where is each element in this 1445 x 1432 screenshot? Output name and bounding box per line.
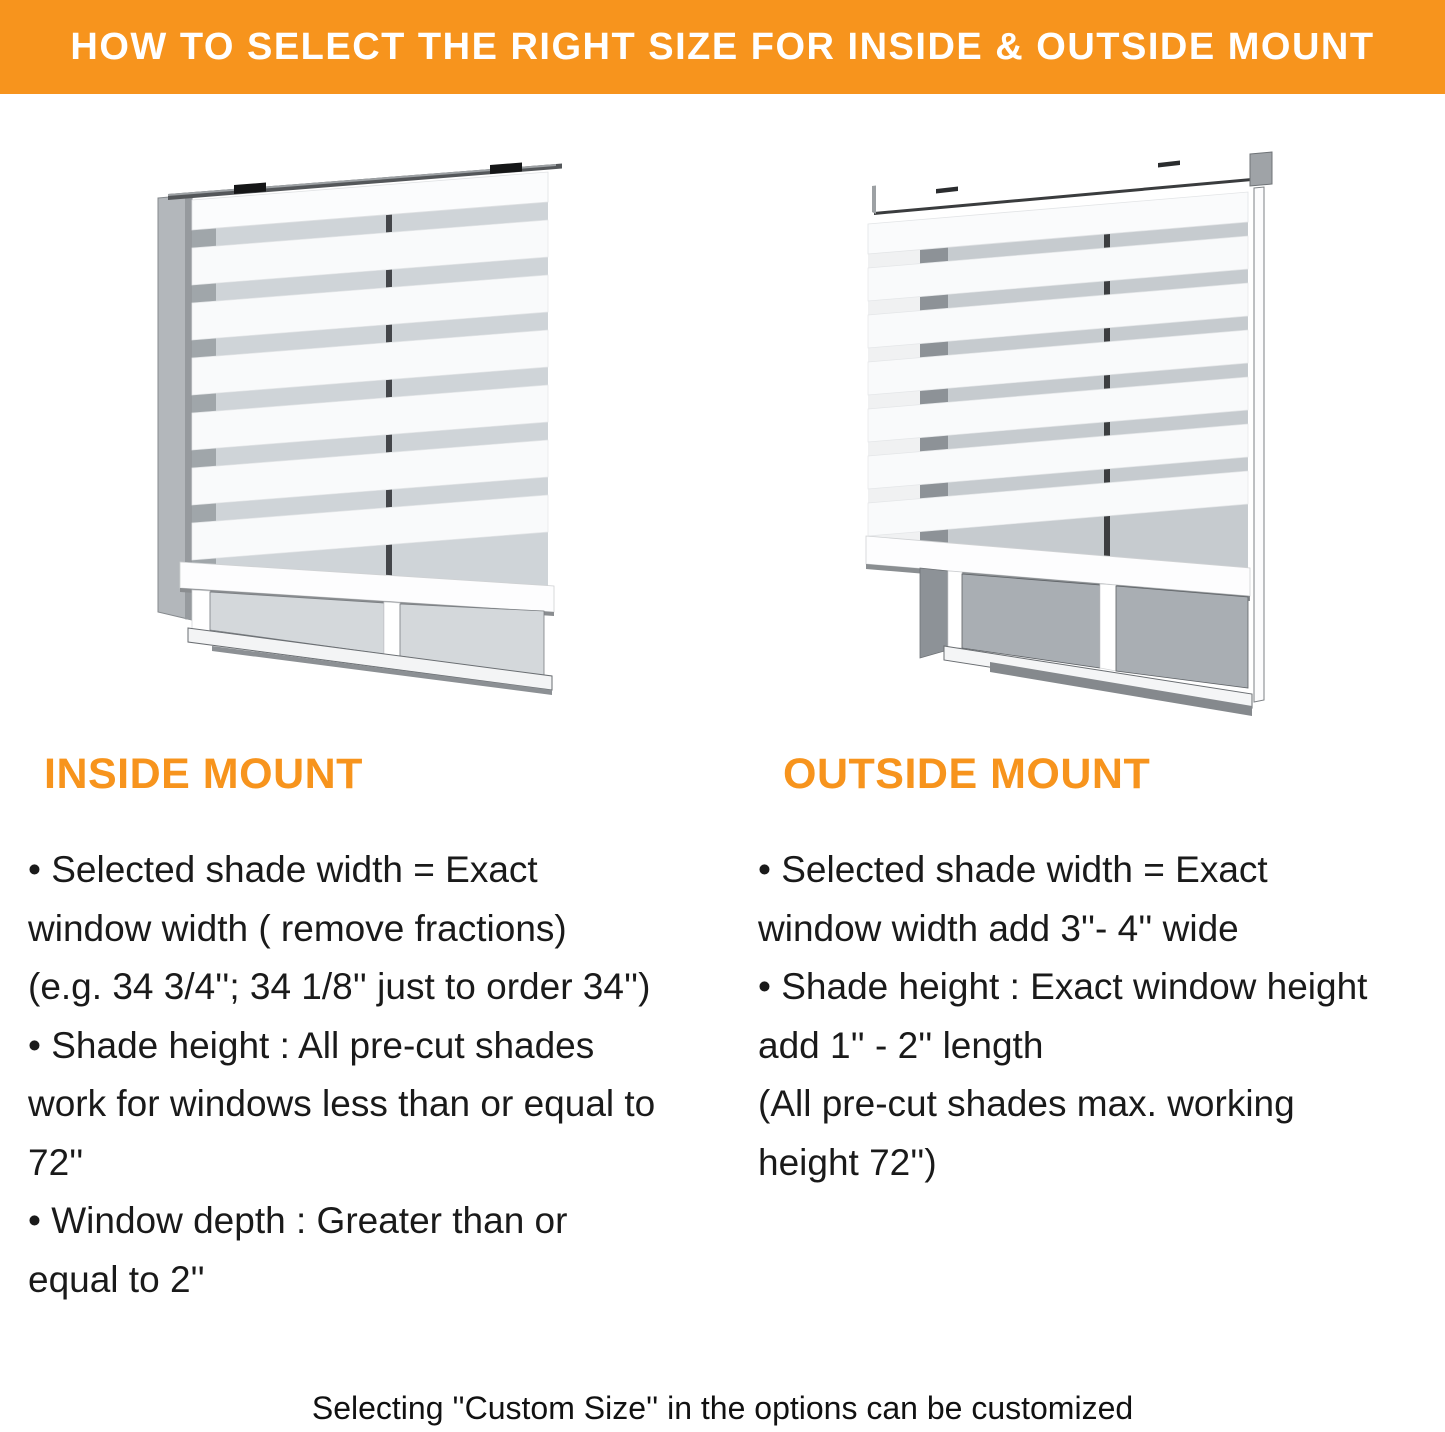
instruction-line: window width ( remove fractions) <box>28 907 567 949</box>
instruction-line: (e.g. 34 3/4''; 34 1/8'' just to order 34'') <box>28 966 651 1007</box>
mount-clip-icon <box>490 163 522 175</box>
headrail-end-cap-icon <box>1250 152 1272 186</box>
inside-mount-heading: INSIDE MOUNT <box>44 750 363 798</box>
instruction-line: • Window depth : Greater than or <box>28 1200 568 1241</box>
inside-window-frame <box>158 195 192 620</box>
instruction-line: add 1'' - 2'' length <box>758 1024 1044 1066</box>
instruction-line: • Selected shade width = Exact <box>758 849 1268 890</box>
instruction-line: height 72'') <box>758 1141 937 1183</box>
custom-size-note: Selecting ''Custom Size'' in the options can be customized <box>311 1390 1134 1426</box>
instruction-line: window width add 3''- 4'' wide <box>758 907 1239 949</box>
screw-mark-icon <box>1158 161 1180 168</box>
instruction-line: (All pre-cut shades max. working <box>758 1083 1295 1124</box>
instruction-line: equal to 2'' <box>28 1258 205 1300</box>
instruction-line: work for windows less than or equal to <box>28 1083 656 1124</box>
inside-mount-illustration <box>152 150 562 695</box>
instruction-line: • Selected shade width = Exact <box>28 849 538 890</box>
title-banner <box>0 0 1445 94</box>
inside-mount-instructions <box>28 841 718 1309</box>
outside-mount-illustration <box>860 148 1275 723</box>
outside-mount-instructions <box>758 841 1418 1192</box>
banner-title-text: HOW TO SELECT THE RIGHT SIZE FOR INSIDE & OUTSIDE MOUNT <box>70 25 1375 68</box>
instruction-line: • Shade height : All pre-cut shades <box>28 1024 595 1066</box>
instruction-line: 72'' <box>28 1141 84 1183</box>
screw-mark-icon <box>936 187 958 194</box>
outside-mount-heading: OUTSIDE MOUNT <box>783 750 1151 798</box>
instruction-line: • Shade height : Exact window height <box>758 966 1368 1007</box>
